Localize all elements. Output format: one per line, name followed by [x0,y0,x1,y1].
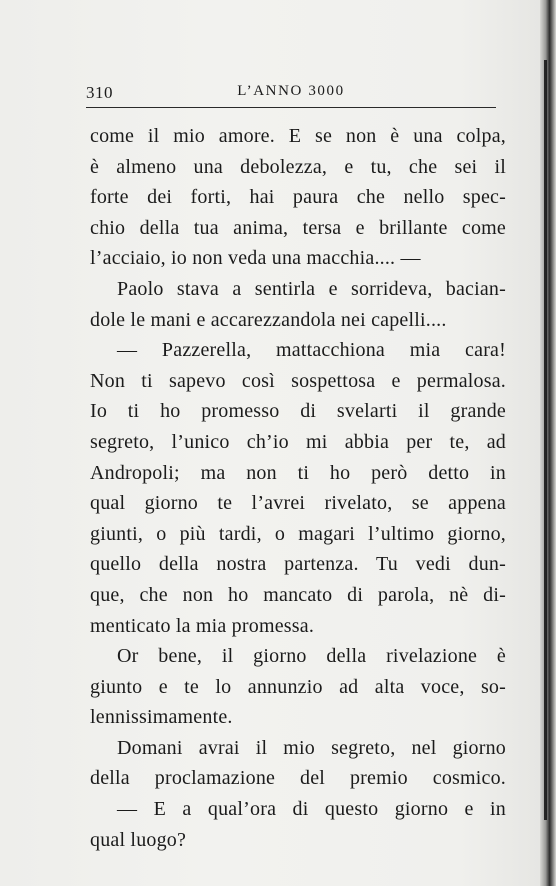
text-line: è almeno una debolezza, e tu, che sei il [90,155,506,178]
text-line: Or bene, il giorno della rivelazione è [117,645,506,668]
header-rule [86,107,496,108]
body-text [90,121,506,855]
text-line: Andropoli; ma non ti ho però detto in [90,461,506,484]
text-line: qual giorno te l’avrei rivelato, se appena [90,492,506,515]
text-line: Domani avrai il mio segreto, nel giorno [117,736,506,759]
text-line: giunti, o più tardi, o magari l’ultimo giorno, [90,522,506,545]
text-line: chio della tua anima, tersa e brillante come [90,216,506,239]
text-line: menticato la mia promessa. [90,614,315,637]
text-line: — Pazzerella, mattacchiona mia cara! [117,339,506,362]
text-line: Non ti sapevo così sospettosa e permalosa. [90,369,506,392]
text-line: dole le mani e accarezzandola nei capelli.... [90,308,447,331]
text-line: segreto, l’unico ch’io mi abbia per te, ad [90,430,506,453]
text-line: qual luogo? [90,828,187,851]
text-line: Io ti ho promesso di svelarti il grande [90,400,506,423]
text-line: forte dei forti, hai paura che nello spec- [90,186,506,209]
text-line: — E a qual’ora di questo giorno e in [117,798,506,821]
text-line: lennissimamente. [90,706,233,729]
text-line: quello della nostra partenza. Tu vedi dun- [90,553,506,576]
page-number: 310 [86,83,113,102]
page-binding-edge [540,0,556,886]
text-line: l’acciaio, io non veda una macchia.... — [90,247,421,270]
text-line: Paolo stava a sentirla e sorrideva, bacian- [117,277,506,300]
text-line: come il mio amore. E se non è una colpa, [90,125,506,147]
text-line: giunto e te lo annunzio ad alta voce, so- [90,675,506,698]
running-title: L’ANNO 3000 [237,83,345,99]
page-header [86,80,496,102]
text-line: della proclamazione del premio cosmico. [90,767,506,790]
text-line: que, che non ho mancato di parola, nè di- [90,583,506,606]
